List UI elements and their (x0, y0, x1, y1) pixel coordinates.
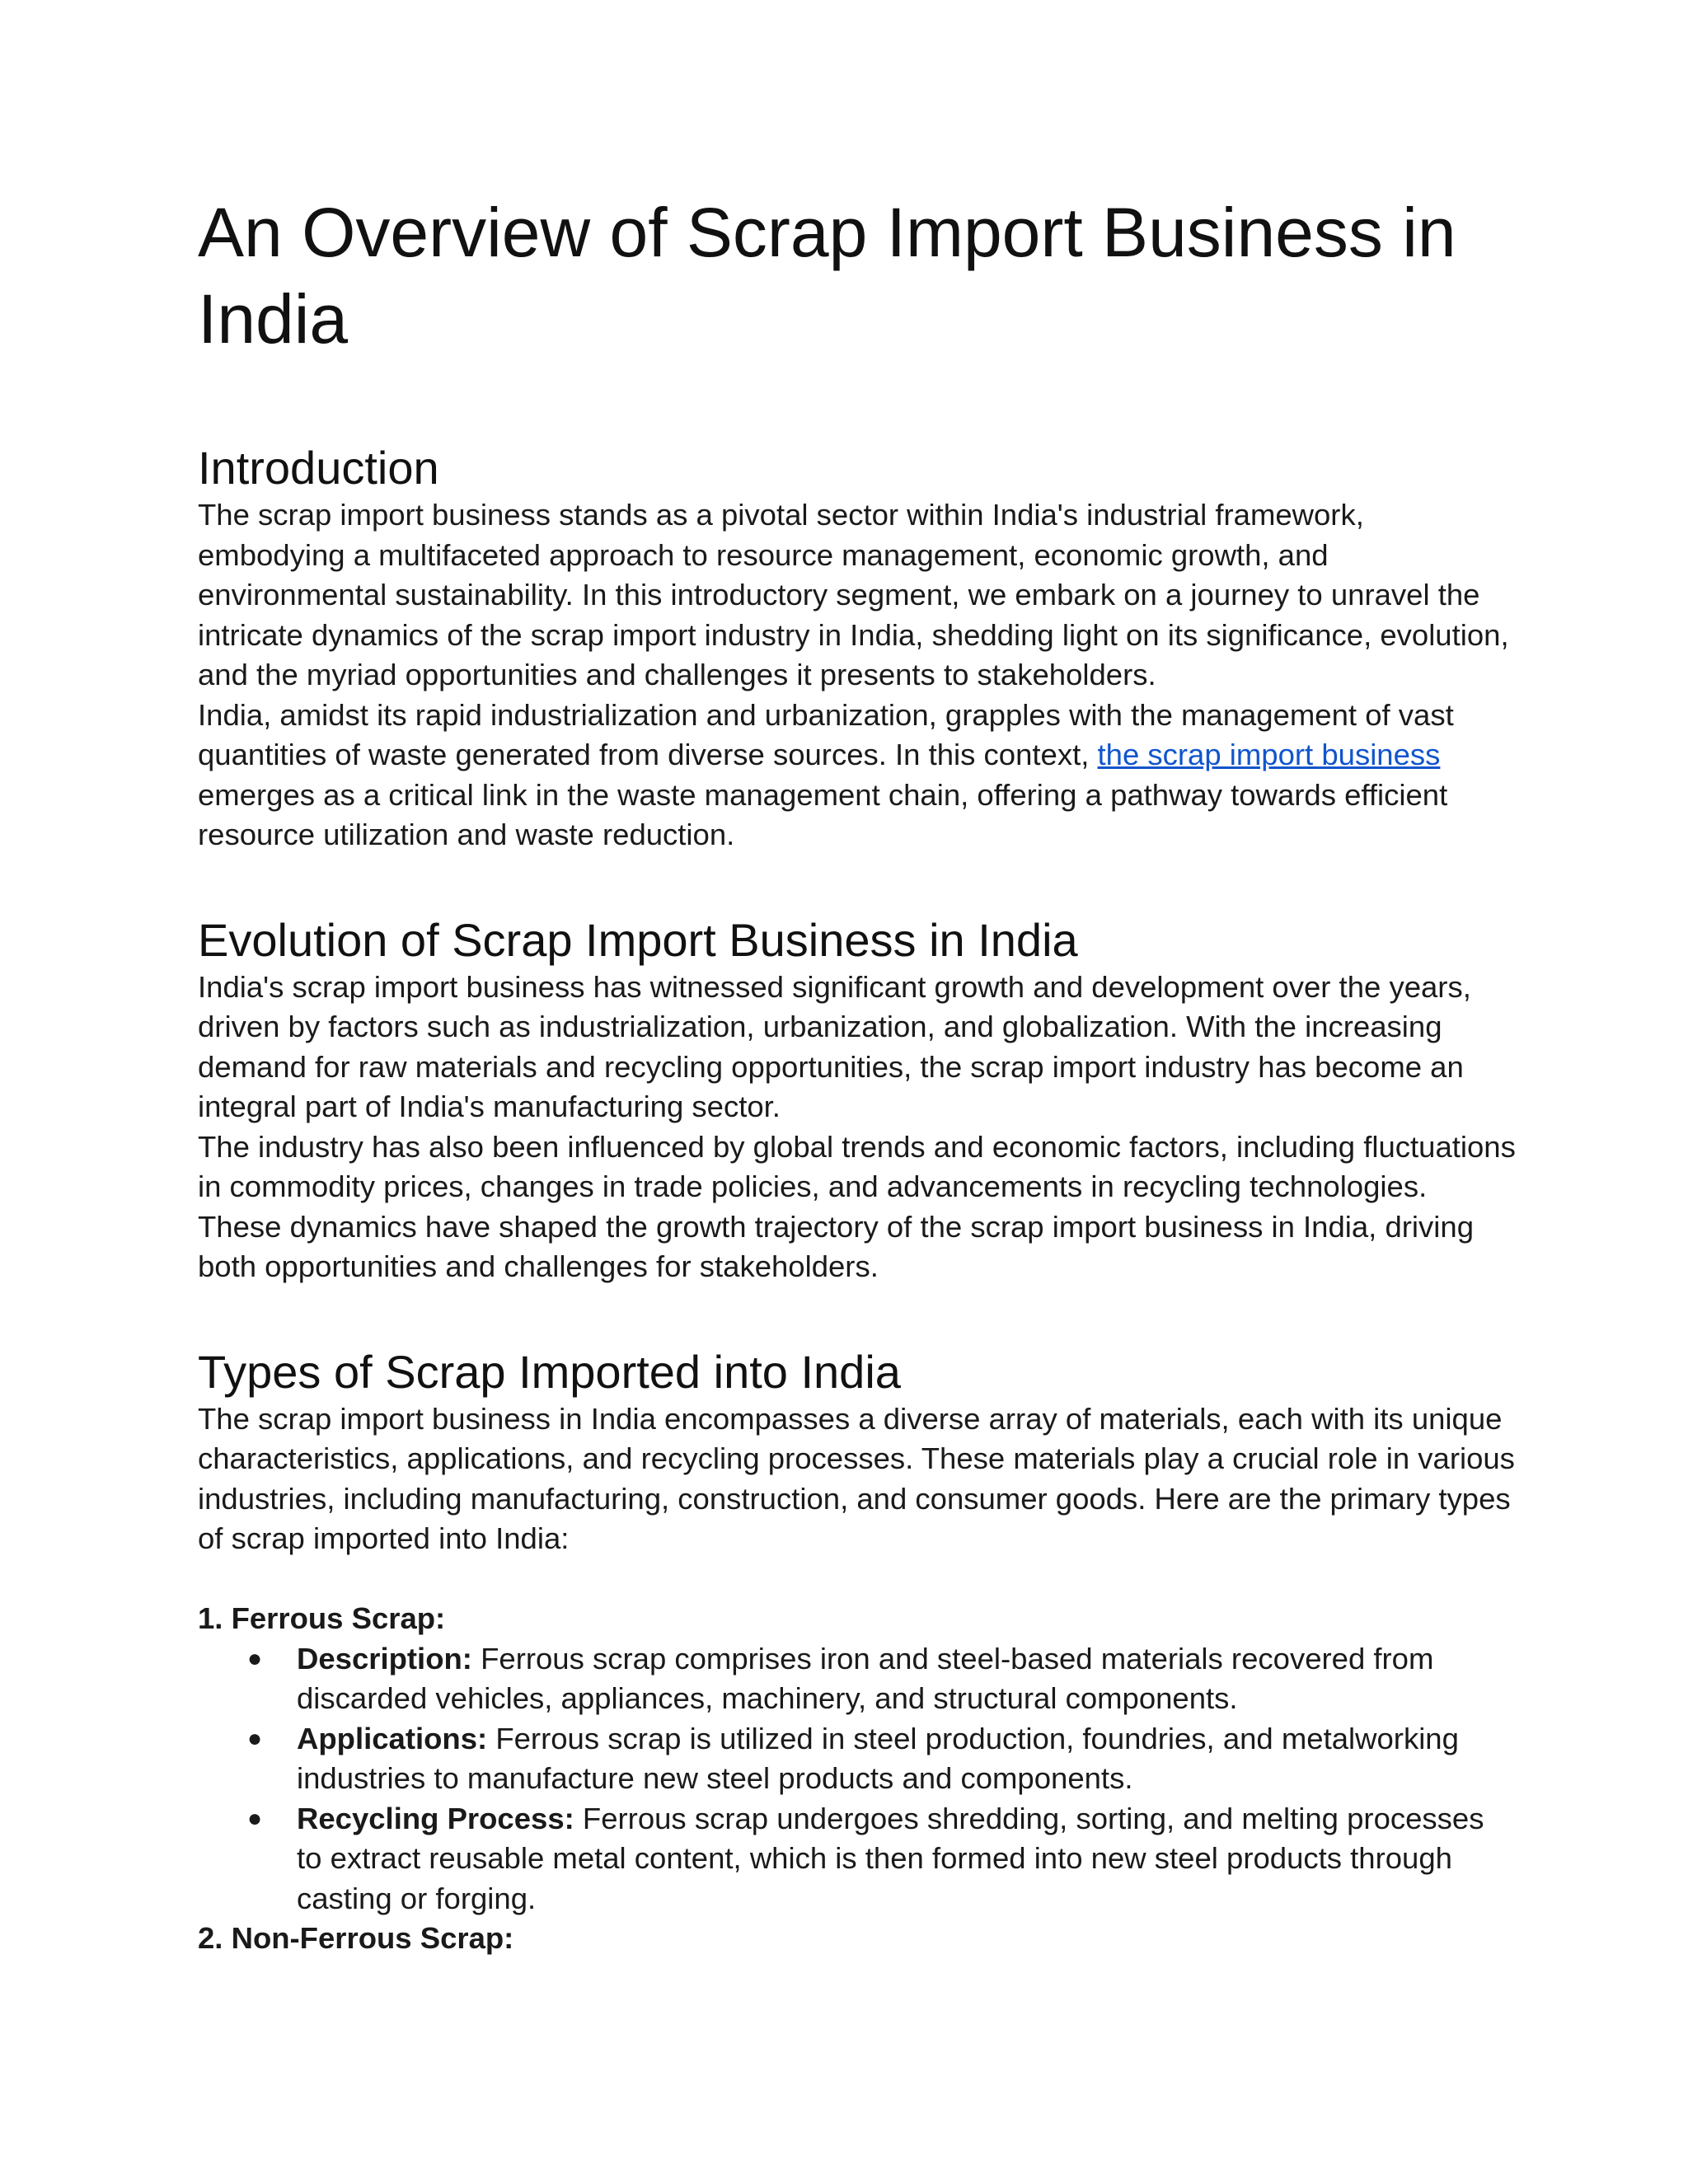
intro-paragraph-2 (198, 696, 1517, 855)
section-heading-evolution: Evolution of Scrap Import Business in India (198, 913, 1078, 966)
blank-line (198, 1559, 1517, 1600)
section-heading-introduction: Introduction (198, 442, 439, 494)
intro-paragraph-1: The scrap import business stands as a pivotal sector within India's industrial framework, embodying a multifaceted approach to resource management, economic growth, and environmental sustainability. In this introductory segment, we embark on a journey to unravel the intricate dynamics of the scrap import industry in India, shedding light on its significance, evolution, and the myriad opportunities and challenges it presents to stakeholders. (198, 498, 1509, 691)
list-item (247, 1799, 1517, 1919)
ferrous-scrap-heading: 1. Ferrous Scrap: (198, 1601, 446, 1635)
section-heading-types: Types of Scrap Imported into India (198, 1345, 901, 1398)
section-types (198, 1345, 1517, 1959)
types-paragraph-1: The scrap import business in India encompasses a diverse array of materials, each with its unique characteristics, applications, and recycling processes. These materials play a crucial role in various industries, including manufacturing, construction, and consumer goods. Here are the primary types of scrap imported into India: (198, 1401, 1515, 1555)
document-title: An Overview of Scrap Import Business in India (198, 194, 1456, 358)
scrap-import-business-link[interactable]: the scrap import business (1097, 738, 1441, 771)
list-item-label: Description: (297, 1641, 472, 1675)
list-item (247, 1719, 1517, 1799)
bullet-icon: ● (247, 1644, 263, 1672)
list-item-label: Recycling Process: (297, 1801, 574, 1835)
intro-paragraph-2-end: emerges as a critical link in the waste management chain, offering a pathway towards efficient resource utilization and waste reduction. (198, 777, 1448, 851)
list-item-text: Ferrous scrap comprises iron and steel-based materials recovered from discarded vehicles, appliances, machinery, and structural components. (297, 1641, 1434, 1715)
list-item-text: Ferrous scrap is utilized in steel production, foundries, and metalworking industries to manufacture new steel products and components. (297, 1721, 1459, 1795)
section-spacer (198, 855, 1517, 913)
non-ferrous-scrap-heading: 2. Non-Ferrous Scrap: (198, 1921, 514, 1955)
evolution-paragraph-1: India's scrap import business has witnessed significant growth and development over the years, driven by factors such as industrialization, urbanization, and globalization. With the increasing demand for raw materials and recycling opportunities, the scrap import industry has become an integral part of India's manufacturing sector. (198, 969, 1471, 1123)
document-page (198, 190, 1517, 1959)
intro-paragraph-2-start: India, amidst its rapid industrialization and urbanization, grapples with the management of vast quantities of waste generated from diverse sources. In this context, (198, 697, 1454, 771)
bullet-icon: ● (247, 1724, 263, 1752)
section-introduction (198, 441, 1517, 855)
section-evolution (198, 913, 1517, 1287)
section-spacer (198, 1287, 1517, 1345)
evolution-paragraph-2: The industry has also been influenced by global trends and economic factors, including fluctuations in commodity prices, changes in trade policies, and advancements in recycling technologies. These dynamics have shaped the growth trajectory of the scrap import business in India, driving both opportunities and challenges for stakeholders. (198, 1129, 1516, 1283)
list-item-text: Ferrous scrap undergoes shredding, sorting, and melting processes to extract reusable metal content, which is then formed into new steel products through casting or forging. (297, 1801, 1484, 1915)
bullet-icon: ● (247, 1804, 263, 1832)
list-item (247, 1639, 1517, 1719)
list-item-label: Applications: (297, 1721, 488, 1755)
ferrous-scrap-list (198, 1639, 1517, 1919)
